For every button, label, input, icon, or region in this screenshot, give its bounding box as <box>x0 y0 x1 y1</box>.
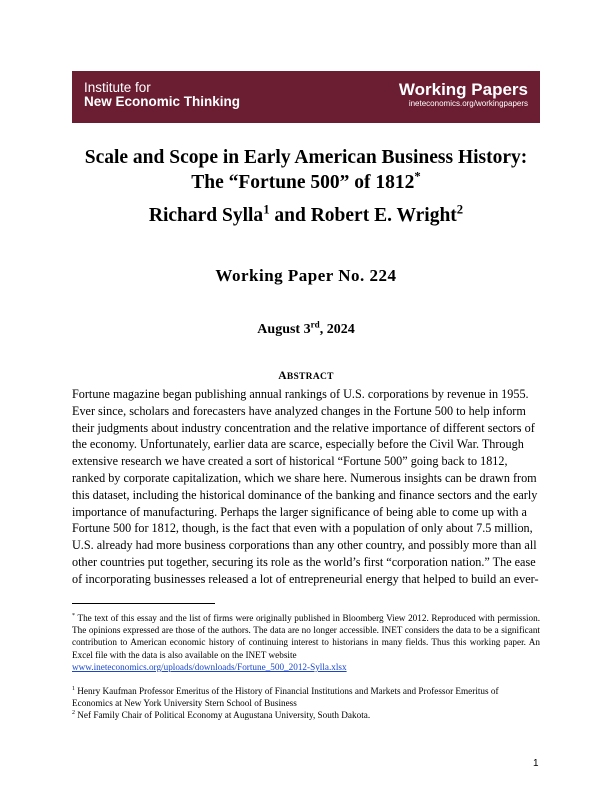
working-paper-number: Working Paper No. 224 <box>215 266 397 285</box>
author-2-mark: 2 <box>456 202 464 217</box>
institute-line1: Institute for <box>84 80 151 95</box>
paper-title <box>40 145 572 195</box>
author-1-mark: 1 <box>263 202 270 217</box>
abstract-text: Fortune magazine began publishing annual rankings of U.S. corporations by revenue in 1955. Ever since, scholars and forecasters have analyzed changes in the Fortune 500 to help inform their judgments about industry concentration and the relative importance of different sectors of the economy. Unfortunately, earlier data are scarce, especially before the Civil War. Through extensive research we have created a sort of historical “Fortune 500” going back to 1812, ranked by corporate capitalization, which we share here. Numerous insights can be drawn from this dataset, including the historical dominance of the banking and finance sectors and the early importance of manufacturing. Perhaps the larger significance of being able to come up with a Fortune 500 for 1812, though, is the fact that even with a population of only about 7.5 million, U.S. already had more business corporations than any other country, and possibly more than all other countries put together, securing its role as the world’s first “corporation nation.” The ease of incorporating businesses released a lot of entrepreneurial energy that helped to build an ever- <box>72 387 539 586</box>
title-footnote-mark: * <box>414 169 421 184</box>
institute-line2: New Economic Thinking <box>84 94 241 109</box>
abstract-heading: ABSTRACT <box>278 370 334 382</box>
title-line2: The “Fortune 500” of 1812* <box>191 169 421 193</box>
data-file-link[interactable]: www.ineteconomics.org/uploads/downloads/Fortune_500_2012-Sylla.xlsx <box>72 661 347 672</box>
series-title: Working Papers <box>398 80 528 99</box>
page-number: 1 <box>533 758 539 769</box>
footnote-2: $^2$ Nef Family Chair of Political Economy at Augustana University, South Dakota. <box>72 709 371 720</box>
series-url: ineteconomics.org/workingpapers <box>408 99 528 108</box>
institute-logo-text <box>84 81 240 109</box>
author-connector: and <box>269 205 311 226</box>
publication-date: August 3rd, 2024 <box>257 319 355 337</box>
title-line1: Scale and Scope in Early American Business History: <box>84 147 528 168</box>
footnote-divider <box>72 603 215 604</box>
footnote-star: * The text of this essay and the list of firms were originally published in Bloomberg View 2012. Reproduced with permission. The opinions expressed are those of the authors. The data are no longer accessible. INET considers the data to be a significant contribution to American economic history of continuing interest to historians in many fields. Thus this working paper. An Excel file with the data is also available on the INET website www.ineteconomics.org/uploads/downloads/Fortune_500_2012-Sylla.xlsx <box>72 612 540 672</box>
working-papers-label <box>399 80 528 109</box>
author-2: Robert E. Wright <box>310 205 457 226</box>
footnote-1: $^1$ Henry Kaufman Professor Emeritus of the History of Financial Institutions and Markets and Professor Emeritus of Economics at New York University Stern School of Business <box>72 685 499 709</box>
author-list <box>40 202 572 227</box>
inet-banner <box>72 71 540 123</box>
author-1: Richard Sylla <box>148 205 264 226</box>
